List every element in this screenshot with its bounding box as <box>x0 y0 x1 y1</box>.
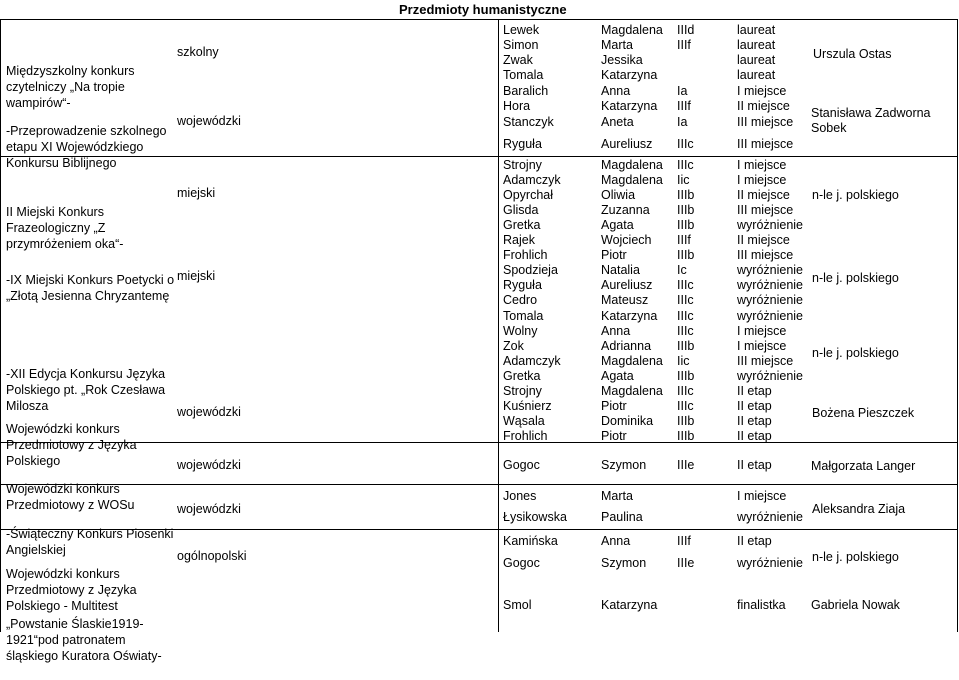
table-row <box>0 84 800 99</box>
student-surname: Tomala <box>503 68 544 82</box>
table-row <box>0 53 800 68</box>
student-result: I miejsce <box>737 339 787 353</box>
student-firstname: Magdalena <box>601 173 663 187</box>
table-row <box>0 188 800 203</box>
student-result: I miejsce <box>737 158 787 172</box>
student-class: IIIb <box>677 339 695 353</box>
table-row <box>0 399 800 414</box>
level-label: miejski <box>177 186 216 200</box>
student-surname: Kamińska <box>503 534 558 548</box>
student-class: Iic <box>677 173 690 187</box>
table-row <box>0 137 800 152</box>
student-firstname: Magdalena <box>601 354 663 368</box>
student-result: wyróżnienie <box>737 510 804 524</box>
teacher-name: Stanisława Zadworna <box>811 106 931 120</box>
student-class: IIIc <box>677 278 694 292</box>
student-class: IIIc <box>677 309 694 323</box>
student-firstname: Oliwia <box>601 188 636 202</box>
student-surname: Hora <box>503 99 531 113</box>
student-surname: Ryguła <box>503 278 542 292</box>
teacher-name: Aleksandra Ziaja <box>812 502 906 516</box>
student-result: II etap <box>737 458 772 472</box>
table-row <box>0 429 800 444</box>
student-result: II miejsce <box>737 233 790 247</box>
level-label: ogólnopolski <box>177 549 247 563</box>
student-surname: Zwak <box>503 53 533 67</box>
student-surname: Wąsala <box>503 414 545 428</box>
student-firstname: Szymon <box>601 556 647 570</box>
student-surname: Opyrchał <box>503 188 554 202</box>
contest-text: Wojewódzki konkurs Przedmiotowy z WOSu <box>6 482 135 512</box>
student-class: IIIb <box>677 188 695 202</box>
table-row <box>0 173 800 188</box>
student-firstname: Aneta <box>601 115 634 129</box>
student-surname: Adamczyk <box>503 354 561 368</box>
student-class: IIIf <box>677 534 691 548</box>
student-firstname: Anna <box>601 84 631 98</box>
student-class: Ia <box>677 115 688 129</box>
student-firstname: Magdalena <box>601 384 663 398</box>
student-class: IIIb <box>677 218 695 232</box>
student-surname: Cedro <box>503 293 538 307</box>
student-class: Ic <box>677 263 687 277</box>
student-surname: Ryguła <box>503 137 542 151</box>
level-label: wojewódzki <box>177 405 241 419</box>
student-result: laureat <box>737 38 776 52</box>
student-result: III miejsce <box>737 115 794 129</box>
level-label: szkolny <box>177 45 219 59</box>
student-firstname: Marta <box>601 38 633 52</box>
teacher-name: n-le j. polskiego <box>812 346 899 360</box>
student-firstname: Szymon <box>601 458 647 472</box>
table-row <box>0 293 804 308</box>
student-surname: Rajek <box>503 233 535 247</box>
student-firstname: Anna <box>601 534 631 548</box>
student-result: wyróżnienie <box>737 309 804 323</box>
table-row <box>0 598 800 613</box>
table-row <box>0 556 804 571</box>
level-label: wojewódzki <box>177 502 241 516</box>
student-result: wyróżnienie <box>737 556 804 570</box>
student-firstname: Katarzyna <box>601 99 658 113</box>
student-surname: Kuśnierz <box>503 399 552 413</box>
level-label: wojewódzki <box>177 114 241 128</box>
student-firstname: Mateusz <box>601 293 649 307</box>
student-result: III miejsce <box>737 203 794 217</box>
student-surname: Lewek <box>503 23 540 37</box>
table-row <box>0 68 800 83</box>
level-label: miejski <box>177 269 216 283</box>
student-result: II etap <box>737 384 772 398</box>
student-firstname: Piotr <box>601 429 627 443</box>
student-class: IIIc <box>677 137 694 151</box>
student-class: IIIb <box>677 369 695 383</box>
student-result: II miejsce <box>737 99 790 113</box>
table-row <box>0 203 800 218</box>
student-class: Ia <box>677 84 688 98</box>
student-class: IIId <box>677 23 695 37</box>
student-firstname: Magdalena <box>601 158 663 172</box>
student-class: IIIf <box>677 38 691 52</box>
student-class: IIIb <box>677 248 695 262</box>
student-surname: Frohlich <box>503 248 548 262</box>
teacher-name: n-le j. polskiego <box>812 271 899 285</box>
student-class: IIIf <box>677 99 691 113</box>
contest-text: Wojewódzki konkurs Przedmiotowy z Języka Polskiego <box>6 422 137 468</box>
table-row <box>0 278 804 293</box>
student-result: laureat <box>737 53 776 67</box>
student-class: IIIb <box>677 414 695 428</box>
contest-text: Wojewódzki konkurs Przedmiotowy z Języka Polskiego - Multitest „Powstanie Ślaskie1919- 1921“pod patronatem śląskiego Kuratora Oświaty- <box>6 567 162 663</box>
contest-text: Międzyszkolny konkurs czytelniczy „Na tropie wampirów“- -Przeprowadzenie szkolnego etapu XI Wojewódzkiego Konkursu Biblijnego <box>6 64 167 170</box>
student-result: II miejsce <box>737 188 790 202</box>
student-firstname: Paulina <box>601 510 643 524</box>
student-firstname: Katarzyna <box>601 309 658 323</box>
student-class: IIIc <box>677 293 694 307</box>
student-result: III miejsce <box>737 354 794 368</box>
student-surname: Tomala <box>503 309 544 323</box>
student-result: I miejsce <box>737 173 787 187</box>
student-result: wyróżnienie <box>737 263 804 277</box>
student-result: I miejsce <box>737 324 787 338</box>
student-result: II etap <box>737 534 772 548</box>
student-surname: Stanczyk <box>503 115 554 129</box>
student-surname: Wolny <box>503 324 538 338</box>
student-firstname: Aureliusz <box>601 137 653 151</box>
teacher-name: Sobek <box>811 121 847 135</box>
student-surname: Simon <box>503 38 539 52</box>
student-class: IIIf <box>677 233 691 247</box>
student-firstname: Adrianna <box>601 339 652 353</box>
table-row <box>0 233 800 248</box>
student-surname: Smol <box>503 598 532 612</box>
student-surname: Baralich <box>503 84 549 98</box>
student-surname: Gretka <box>503 218 541 232</box>
section-title: Przedmioty humanistyczne <box>399 2 567 17</box>
student-surname: Adamczyk <box>503 173 561 187</box>
student-firstname: Aureliusz <box>601 278 653 292</box>
student-surname: Gretka <box>503 369 541 383</box>
student-firstname: Magdalena <box>601 23 663 37</box>
student-firstname: Wojciech <box>601 233 652 247</box>
table-row <box>0 414 800 429</box>
student-surname: Zok <box>503 339 524 353</box>
student-class: IIIc <box>677 324 694 338</box>
student-firstname: Jessika <box>601 53 643 67</box>
student-surname: Glisda <box>503 203 539 217</box>
student-firstname: Katarzyna <box>601 598 658 612</box>
student-surname: Strojny <box>503 158 542 172</box>
table-row <box>0 458 800 473</box>
row-divider <box>0 484 958 485</box>
teacher-name: Małgorzata Langer <box>811 459 916 473</box>
table-row <box>0 339 800 354</box>
student-class: IIIc <box>677 399 694 413</box>
table-row <box>0 534 800 549</box>
section-header <box>0 0 959 19</box>
student-result: II etap <box>737 399 772 413</box>
student-surname: Jones <box>503 489 537 503</box>
table-row <box>0 510 804 525</box>
student-surname: Łysikowska <box>503 510 567 524</box>
student-class: IIIb <box>677 203 695 217</box>
student-result: III miejsce <box>737 137 794 151</box>
table-row <box>0 218 804 233</box>
student-class: IIIc <box>677 384 694 398</box>
contest-text: -Świąteczny Konkurs Piosenki Angielskiej <box>6 527 174 557</box>
teacher-name: Urszula Ostas <box>813 47 892 61</box>
table-border-right <box>957 19 958 632</box>
teacher-name: n-le j. polskiego <box>812 188 899 202</box>
student-surname: Spodzieja <box>503 263 558 277</box>
student-firstname: Natalia <box>601 263 640 277</box>
student-result: II etap <box>737 414 772 428</box>
teacher-name: n-le j. polskiego <box>812 550 899 564</box>
table-row <box>0 354 800 369</box>
table-row <box>0 248 800 263</box>
student-class: IIIe <box>677 458 695 472</box>
student-class: IIIe <box>677 556 695 570</box>
table-row <box>0 115 800 130</box>
student-result: laureat <box>737 23 776 37</box>
student-result: II etap <box>737 429 772 443</box>
student-result: wyróżnienie <box>737 278 804 292</box>
student-result: III miejsce <box>737 248 794 262</box>
table-row <box>0 99 800 114</box>
student-surname: Gogoc <box>503 556 540 570</box>
table-row <box>0 309 804 324</box>
table-row <box>0 369 804 384</box>
teacher-name: Bożena Pieszczek <box>812 406 915 420</box>
student-firstname: Anna <box>601 324 631 338</box>
student-firstname: Dominika <box>601 414 654 428</box>
table-row <box>0 489 800 504</box>
student-result: I miejsce <box>737 84 787 98</box>
student-class: IIIc <box>677 158 694 172</box>
student-surname: Frohlich <box>503 429 548 443</box>
student-result: wyróżnienie <box>737 293 804 307</box>
student-firstname: Agata <box>601 218 634 232</box>
student-class: IIIb <box>677 429 695 443</box>
student-firstname: Agata <box>601 369 634 383</box>
student-result: wyróżnienie <box>737 369 804 383</box>
contest-text: -XII Edycja Konkursu Języka Polskiego pt. „Rok Czesława Milosza <box>6 367 166 413</box>
table-row <box>0 23 800 38</box>
student-class: Iic <box>677 354 690 368</box>
table-row <box>0 263 804 278</box>
student-result: finalistka <box>737 598 786 612</box>
table-row <box>0 158 800 173</box>
table-row <box>0 324 800 339</box>
student-firstname: Piotr <box>601 248 627 262</box>
contest-text: II Miejski Konkurs Frazeologiczny „Z przymróżeniem oka“- -IX Miejski Konkurs Poetycki o „Złotą Jesienna Chryzantemę <box>6 205 175 303</box>
student-surname: Gogoc <box>503 458 540 472</box>
student-firstname: Piotr <box>601 399 627 413</box>
student-firstname: Zuzanna <box>601 203 650 217</box>
table-border-top <box>0 19 958 20</box>
student-result: I miejsce <box>737 489 787 503</box>
student-firstname: Katarzyna <box>601 68 658 82</box>
student-result: wyróżnienie <box>737 218 804 232</box>
level-label: wojewódzki <box>177 458 241 472</box>
table-row <box>0 38 800 53</box>
student-surname: Strojny <box>503 384 542 398</box>
table-row <box>0 384 800 399</box>
teacher-name: Gabriela Nowak <box>811 598 900 612</box>
student-firstname: Marta <box>601 489 633 503</box>
student-result: laureat <box>737 68 776 82</box>
